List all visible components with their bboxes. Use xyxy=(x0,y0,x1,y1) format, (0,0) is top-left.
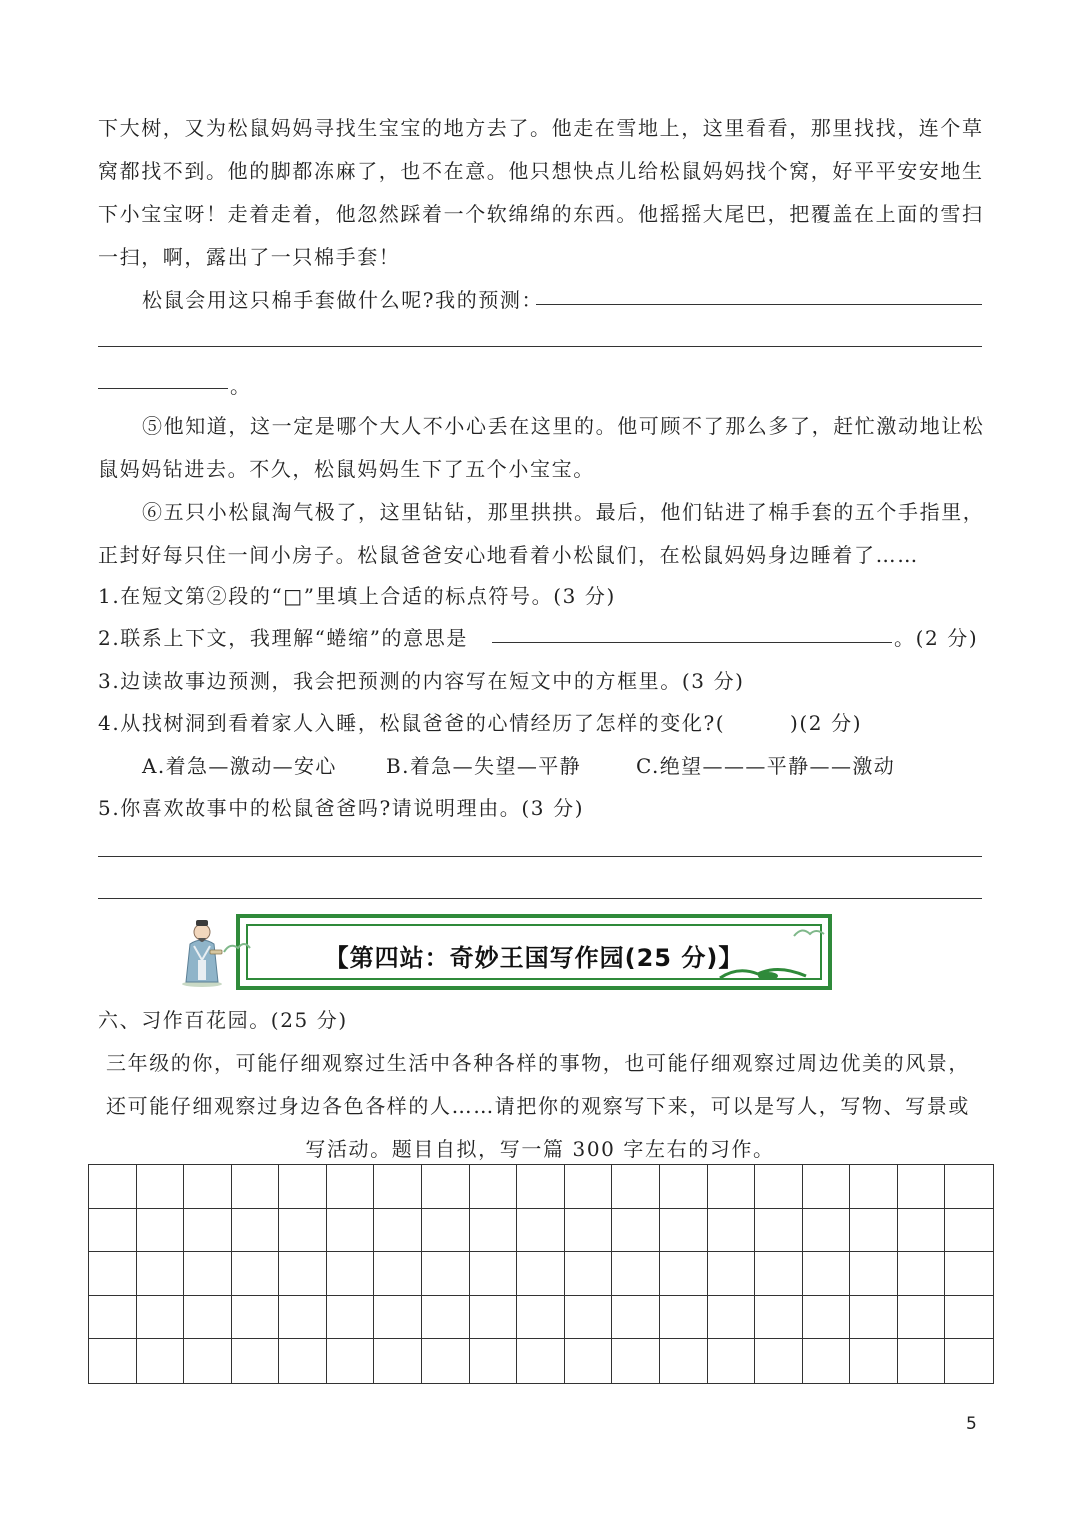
question-3: 3.边读故事边预测，我会把预测的内容写在短文中的方框里。(3 分) xyxy=(98,669,745,693)
prediction-answer-line-3[interactable] xyxy=(98,388,228,389)
grid-cell[interactable] xyxy=(565,1209,613,1253)
grid-cell[interactable] xyxy=(374,1252,422,1296)
grid-cell[interactable] xyxy=(137,1209,185,1253)
question-2-suffix: 。(2 分) xyxy=(894,626,979,650)
grid-cell[interactable] xyxy=(470,1296,518,1340)
grid-cell[interactable] xyxy=(327,1339,375,1383)
grid-cell[interactable] xyxy=(898,1252,946,1296)
grid-cell[interactable] xyxy=(232,1165,280,1209)
banner-title: 【第四站：奇妙王国写作园(25 分)】 xyxy=(324,944,744,972)
section-banner xyxy=(236,914,832,990)
grid-cell[interactable] xyxy=(517,1165,565,1209)
grid-cell[interactable] xyxy=(279,1209,327,1253)
grid-cell[interactable] xyxy=(850,1165,898,1209)
grid-cell[interactable] xyxy=(660,1165,708,1209)
question-1: 1.在短文第②段的“□”里填上合适的标点符号。(3 分) xyxy=(98,584,616,608)
grid-cell[interactable] xyxy=(232,1209,280,1253)
grid-cell[interactable] xyxy=(137,1339,185,1383)
question-5-answer-line-2[interactable] xyxy=(98,898,982,899)
grid-cell[interactable] xyxy=(327,1209,375,1253)
grid-cell[interactable] xyxy=(517,1339,565,1383)
grid-cell[interactable] xyxy=(470,1209,518,1253)
grid-cell[interactable] xyxy=(374,1339,422,1383)
grid-cell[interactable] xyxy=(184,1339,232,1383)
grid-cell[interactable] xyxy=(89,1165,137,1209)
question-2-answer-line[interactable] xyxy=(492,642,892,643)
grid-cell[interactable] xyxy=(517,1252,565,1296)
passage-line: 窝都找不到。他的脚都冻麻了，也不在意。他只想快点儿给松鼠妈妈找个窝，好平平安安地生 xyxy=(98,159,984,183)
grid-cell[interactable] xyxy=(755,1296,803,1340)
grid-cell[interactable] xyxy=(327,1165,375,1209)
passage-line: ⑥五只小松鼠淘气极了，这里钻钻，那里拱拱。最后，他们钻进了棉手套的五个手指里， xyxy=(142,500,985,524)
grid-cell[interactable] xyxy=(279,1252,327,1296)
composition-prompt-line: 还可能仔细观察过身边各色各样的人……请把你的观察写下来，可以是写人，写物、写景或 xyxy=(106,1094,970,1118)
grid-cell[interactable] xyxy=(89,1252,137,1296)
grid-cell[interactable] xyxy=(422,1209,470,1253)
grid-cell[interactable] xyxy=(803,1252,851,1296)
grid-cell[interactable] xyxy=(184,1165,232,1209)
grid-cell[interactable] xyxy=(945,1296,993,1340)
question-4-option-c[interactable]: C.绝望———平静——激动 xyxy=(636,754,896,778)
grid-cell[interactable] xyxy=(470,1252,518,1296)
grid-cell[interactable] xyxy=(279,1165,327,1209)
grid-cell[interactable] xyxy=(470,1339,518,1383)
grid-cell[interactable] xyxy=(898,1339,946,1383)
grid-cell[interactable] xyxy=(422,1339,470,1383)
grid-cell[interactable] xyxy=(898,1209,946,1253)
grid-cell[interactable] xyxy=(89,1209,137,1253)
prediction-end-mark: 。 xyxy=(230,374,252,398)
grid-cell[interactable] xyxy=(327,1296,375,1340)
grid-cell[interactable] xyxy=(850,1209,898,1253)
grid-cell[interactable] xyxy=(612,1165,660,1209)
grid-cell[interactable] xyxy=(612,1296,660,1340)
grid-cell[interactable] xyxy=(803,1296,851,1340)
grid-cell[interactable] xyxy=(708,1252,756,1296)
passage-line: ⑤他知道，这一定是哪个大人不小心丢在这里的。他可顾不了那么多了，赶忙激动地让松 xyxy=(142,414,985,438)
grid-cell[interactable] xyxy=(565,1252,613,1296)
grid-cell[interactable] xyxy=(137,1252,185,1296)
cloud-left-icon xyxy=(222,936,252,960)
grid-cell[interactable] xyxy=(374,1209,422,1253)
grid-cell[interactable] xyxy=(232,1339,280,1383)
grid-cell[interactable] xyxy=(612,1339,660,1383)
prediction-answer-line-1[interactable] xyxy=(536,304,982,305)
grid-cell[interactable] xyxy=(708,1209,756,1253)
question-4-option-b[interactable]: B.着急—失望—平静 xyxy=(386,754,582,778)
question-5: 5.你喜欢故事中的松鼠爸爸吗?请说明理由。(3 分) xyxy=(98,796,585,820)
grid-cell[interactable] xyxy=(660,1296,708,1340)
passage-line: 下小宝宝呀！走着走着，他忽然踩着一个软绵绵的东西。他摇摇大尾巴，把覆盖在上面的雪扫 xyxy=(98,202,984,226)
grid-cell[interactable] xyxy=(945,1165,993,1209)
grid-cell[interactable] xyxy=(755,1165,803,1209)
grid-cell[interactable] xyxy=(137,1165,185,1209)
grid-cell[interactable] xyxy=(517,1209,565,1253)
composition-prompt-line: 三年级的你，可能仔细观察过生活中各种各样的事物，也可能仔细观察过周边优美的风景， xyxy=(106,1051,970,1075)
grid-cell[interactable] xyxy=(945,1339,993,1383)
grid-cell[interactable] xyxy=(184,1296,232,1340)
grid-cell[interactable] xyxy=(898,1296,946,1340)
grid-cell[interactable] xyxy=(327,1252,375,1296)
grid-cell[interactable] xyxy=(850,1339,898,1383)
prediction-prompt: 松鼠会用这只棉手套做什么呢?我的预测： xyxy=(142,288,544,312)
grid-cell[interactable] xyxy=(137,1296,185,1340)
grid-cell[interactable] xyxy=(850,1252,898,1296)
grid-cell[interactable] xyxy=(279,1296,327,1340)
passage-line: 鼠妈妈钻进去。不久，松鼠妈妈生下了五个小宝宝。 xyxy=(98,457,595,481)
grid-cell[interactable] xyxy=(422,1252,470,1296)
grid-cell[interactable] xyxy=(612,1252,660,1296)
grid-cell[interactable] xyxy=(898,1165,946,1209)
cloud-decoration-icon xyxy=(718,964,808,982)
cloud-right-icon xyxy=(792,924,826,944)
grid-cell[interactable] xyxy=(660,1252,708,1296)
writing-grid[interactable] xyxy=(88,1164,994,1384)
composition-prompt-line: 写活动。题目自拟，写一篇 300 字左右的习作。 xyxy=(305,1137,775,1161)
grid-cell[interactable] xyxy=(232,1296,280,1340)
grid-cell[interactable] xyxy=(565,1339,613,1383)
grid-cell[interactable] xyxy=(279,1339,327,1383)
prediction-answer-line-2[interactable] xyxy=(98,346,982,347)
grid-cell[interactable] xyxy=(803,1209,851,1253)
question-2-prefix: 2.联系上下文，我理解“蜷缩”的意思是 xyxy=(98,626,468,650)
page-number: 5 xyxy=(966,1414,977,1434)
grid-cell[interactable] xyxy=(708,1165,756,1209)
grid-cell[interactable] xyxy=(517,1296,565,1340)
grid-cell[interactable] xyxy=(945,1209,993,1253)
grid-cell[interactable] xyxy=(660,1209,708,1253)
grid-cell[interactable] xyxy=(374,1165,422,1209)
question-5-answer-line-1[interactable] xyxy=(98,856,982,857)
grid-cell[interactable] xyxy=(422,1296,470,1340)
grid-cell[interactable] xyxy=(612,1209,660,1253)
grid-cell[interactable] xyxy=(470,1165,518,1209)
grid-cell[interactable] xyxy=(708,1296,756,1340)
grid-cell[interactable] xyxy=(660,1339,708,1383)
passage-line: 正封好每只住一间小房子。松鼠爸爸安心地看着小松鼠们，在松鼠妈妈身边睡着了…… xyxy=(98,543,919,567)
question-4-option-a[interactable]: A.着急—激动—安心 xyxy=(142,754,337,778)
grid-cell[interactable] xyxy=(184,1252,232,1296)
grid-cell[interactable] xyxy=(232,1252,280,1296)
grid-cell[interactable] xyxy=(803,1339,851,1383)
grid-cell[interactable] xyxy=(89,1296,137,1340)
passage-line: 一扫，啊，露出了一只棉手套！ xyxy=(98,245,401,269)
grid-cell[interactable] xyxy=(89,1339,137,1383)
question-4: 4.从找树洞到看着家人入睡，松鼠爸爸的心情经历了怎样的变化?( )(2 分) xyxy=(98,711,863,735)
grid-cell[interactable] xyxy=(422,1165,470,1209)
grid-cell[interactable] xyxy=(565,1296,613,1340)
grid-cell[interactable] xyxy=(708,1339,756,1383)
grid-cell[interactable] xyxy=(850,1296,898,1340)
grid-cell[interactable] xyxy=(184,1209,232,1253)
grid-cell[interactable] xyxy=(755,1209,803,1253)
grid-cell[interactable] xyxy=(945,1252,993,1296)
passage-line: 下大树，又为松鼠妈妈寻找生宝宝的地方去了。他走在雪地上，这里看看，那里找找，连个草 xyxy=(98,116,984,140)
scholar-figure-icon xyxy=(176,916,228,988)
grid-cell[interactable] xyxy=(755,1339,803,1383)
composition-heading: 六、习作百花园。(25 分) xyxy=(98,1008,348,1032)
grid-cell[interactable] xyxy=(803,1165,851,1209)
grid-cell[interactable] xyxy=(374,1296,422,1340)
grid-cell[interactable] xyxy=(755,1252,803,1296)
grid-cell[interactable] xyxy=(565,1165,613,1209)
